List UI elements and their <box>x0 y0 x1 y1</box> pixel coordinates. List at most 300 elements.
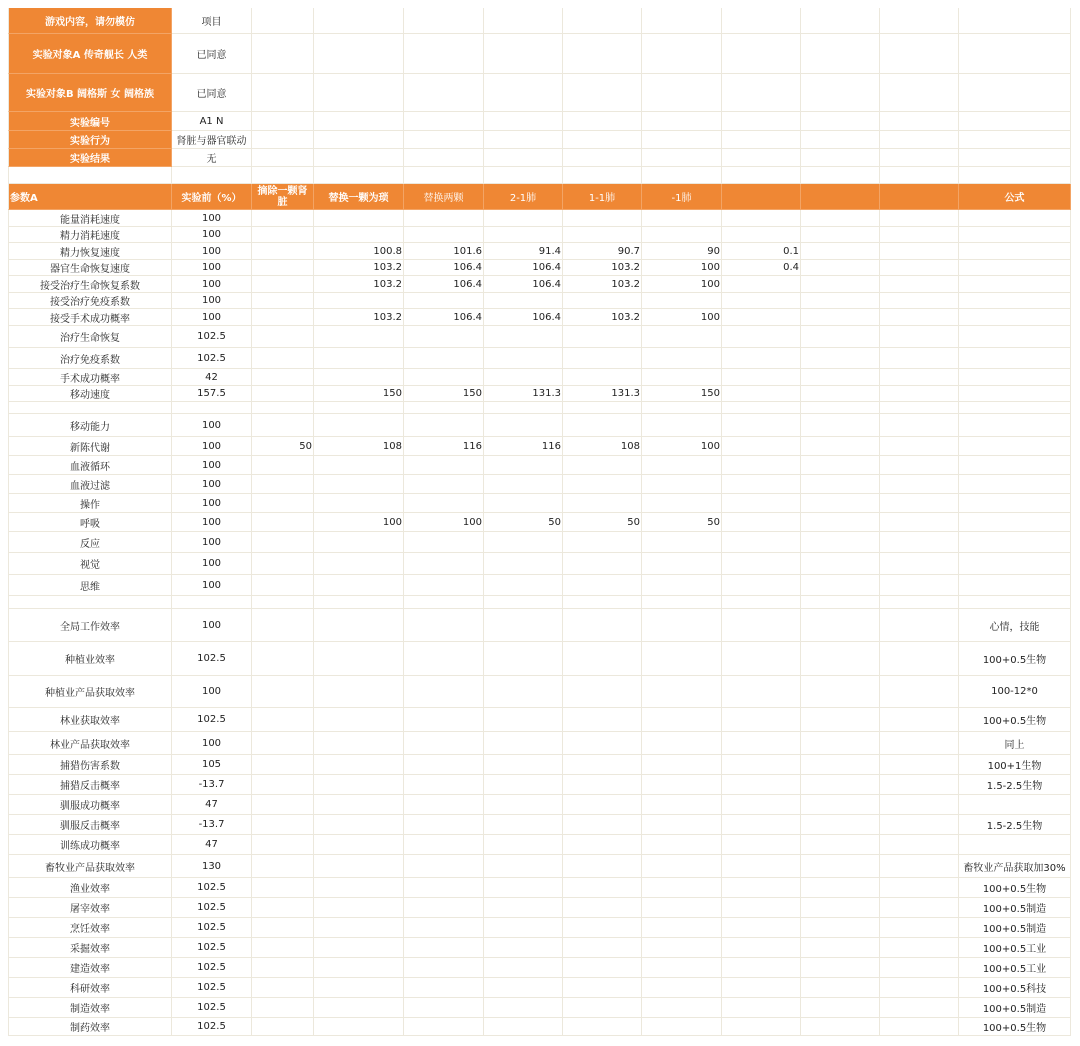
empty-cell[interactable] <box>880 918 959 938</box>
data-cell[interactable] <box>404 815 484 835</box>
data-cell[interactable]: 100 <box>172 575 252 596</box>
empty-cell[interactable] <box>880 732 959 755</box>
data-cell[interactable] <box>484 348 563 369</box>
data-cell[interactable] <box>252 309 314 326</box>
data-cell[interactable] <box>314 958 404 978</box>
data-cell[interactable] <box>484 732 563 755</box>
data-cell[interactable] <box>642 293 722 309</box>
data-cell[interactable] <box>642 708 722 732</box>
formula-cell[interactable]: 100+0.5生物 <box>959 708 1071 732</box>
data-cell[interactable] <box>252 938 314 958</box>
empty-cell[interactable] <box>314 167 404 184</box>
formula-cell[interactable] <box>959 326 1071 348</box>
data-cell[interactable] <box>252 795 314 815</box>
data-cell[interactable]: 150 <box>404 386 484 402</box>
formula-cell[interactable] <box>959 369 1071 386</box>
empty-cell[interactable] <box>880 835 959 855</box>
empty-cell[interactable] <box>484 167 563 184</box>
data-cell[interactable] <box>252 775 314 795</box>
data-cell[interactable] <box>801 243 880 260</box>
data-cell[interactable] <box>801 1018 880 1036</box>
empty-cell[interactable] <box>8 596 172 609</box>
empty-cell[interactable] <box>880 131 959 149</box>
data-cell[interactable] <box>484 878 563 898</box>
data-cell[interactable]: 100 <box>172 532 252 553</box>
data-cell[interactable] <box>252 532 314 553</box>
info-label[interactable]: 实验编号 <box>8 112 172 131</box>
info-label[interactable]: 实验行为 <box>8 131 172 149</box>
empty-cell[interactable] <box>563 8 642 34</box>
data-cell[interactable] <box>642 532 722 553</box>
data-cell[interactable] <box>314 918 404 938</box>
info-value[interactable]: 肾脏与器官联动 <box>172 131 252 149</box>
data-cell[interactable] <box>801 386 880 402</box>
data-cell[interactable] <box>404 575 484 596</box>
data-cell[interactable] <box>801 326 880 348</box>
data-cell[interactable] <box>484 369 563 386</box>
empty-cell[interactable] <box>404 596 484 609</box>
data-cell[interactable]: 100 <box>172 414 252 437</box>
empty-cell[interactable] <box>880 532 959 553</box>
row-label[interactable]: 建造效率 <box>8 958 172 978</box>
data-cell[interactable] <box>484 1018 563 1036</box>
data-cell[interactable] <box>404 475 484 494</box>
data-cell[interactable] <box>642 795 722 815</box>
data-cell[interactable] <box>252 227 314 243</box>
empty-cell[interactable] <box>959 74 1071 112</box>
empty-cell[interactable] <box>880 898 959 918</box>
data-cell[interactable] <box>563 553 642 575</box>
data-cell[interactable] <box>314 456 404 475</box>
data-cell[interactable] <box>563 708 642 732</box>
data-cell[interactable]: 100 <box>172 437 252 456</box>
data-cell[interactable] <box>563 1018 642 1036</box>
data-cell[interactable]: 102.5 <box>172 978 252 998</box>
data-cell[interactable] <box>563 456 642 475</box>
data-cell[interactable] <box>314 938 404 958</box>
data-cell[interactable] <box>314 998 404 1018</box>
empty-cell[interactable] <box>314 74 404 112</box>
formula-cell[interactable] <box>959 795 1071 815</box>
data-cell[interactable] <box>642 998 722 1018</box>
data-cell[interactable] <box>801 898 880 918</box>
data-cell[interactable] <box>801 795 880 815</box>
data-cell[interactable]: 100.8 <box>314 243 404 260</box>
formula-cell[interactable] <box>959 494 1071 513</box>
data-cell[interactable] <box>722 348 801 369</box>
data-cell[interactable] <box>563 348 642 369</box>
data-cell[interactable] <box>404 414 484 437</box>
data-cell[interactable] <box>642 918 722 938</box>
empty-cell[interactable] <box>880 309 959 326</box>
data-cell[interactable] <box>404 642 484 676</box>
data-cell[interactable] <box>404 210 484 227</box>
info-value[interactable]: 已同意 <box>172 74 252 112</box>
data-cell[interactable] <box>642 855 722 878</box>
data-cell[interactable] <box>404 494 484 513</box>
data-cell[interactable] <box>314 775 404 795</box>
data-cell[interactable] <box>722 958 801 978</box>
formula-cell[interactable]: 100+0.5科技 <box>959 978 1071 998</box>
data-cell[interactable]: 47 <box>172 835 252 855</box>
empty-cell[interactable] <box>404 34 484 74</box>
formula-cell[interactable]: 畜牧业产品获取加30% <box>959 855 1071 878</box>
formula-cell[interactable] <box>959 260 1071 276</box>
data-cell[interactable] <box>252 553 314 575</box>
empty-cell[interactable] <box>880 676 959 708</box>
data-cell[interactable] <box>801 369 880 386</box>
empty-cell[interactable] <box>484 74 563 112</box>
data-cell[interactable]: 101.6 <box>404 243 484 260</box>
empty-cell[interactable] <box>880 149 959 167</box>
empty-cell[interactable] <box>404 402 484 414</box>
empty-cell[interactable] <box>880 276 959 293</box>
data-cell[interactable] <box>252 386 314 402</box>
data-cell[interactable] <box>484 998 563 1018</box>
data-cell[interactable]: 116 <box>484 437 563 456</box>
empty-cell[interactable] <box>252 596 314 609</box>
row-label[interactable]: 新陈代谢 <box>8 437 172 456</box>
empty-cell[interactable] <box>722 131 801 149</box>
formula-cell[interactable] <box>959 513 1071 532</box>
row-label[interactable]: 血液循环 <box>8 456 172 475</box>
formula-cell[interactable] <box>959 835 1071 855</box>
data-cell[interactable] <box>722 210 801 227</box>
data-cell[interactable] <box>404 998 484 1018</box>
data-cell[interactable] <box>404 1018 484 1036</box>
empty-cell[interactable] <box>484 131 563 149</box>
data-cell[interactable] <box>252 998 314 1018</box>
data-cell[interactable] <box>252 210 314 227</box>
data-cell[interactable] <box>722 276 801 293</box>
empty-cell[interactable] <box>642 74 722 112</box>
data-cell[interactable]: 50 <box>563 513 642 532</box>
data-cell[interactable] <box>563 414 642 437</box>
data-cell[interactable] <box>484 456 563 475</box>
data-cell[interactable]: 0.1 <box>722 243 801 260</box>
data-cell[interactable] <box>314 369 404 386</box>
data-cell[interactable] <box>722 642 801 676</box>
data-cell[interactable] <box>252 855 314 878</box>
empty-cell[interactable] <box>722 112 801 131</box>
empty-cell[interactable] <box>959 8 1071 34</box>
formula-cell[interactable] <box>959 437 1071 456</box>
empty-cell[interactable] <box>880 386 959 402</box>
data-cell[interactable] <box>801 553 880 575</box>
formula-cell[interactable]: 心情，技能 <box>959 609 1071 642</box>
empty-cell[interactable] <box>880 437 959 456</box>
formula-cell[interactable] <box>959 293 1071 309</box>
data-cell[interactable] <box>563 676 642 708</box>
data-cell[interactable] <box>642 326 722 348</box>
data-cell[interactable] <box>563 210 642 227</box>
empty-cell[interactable] <box>880 755 959 775</box>
empty-cell[interactable] <box>801 131 880 149</box>
empty-cell[interactable] <box>880 414 959 437</box>
data-cell[interactable] <box>642 958 722 978</box>
data-cell[interactable] <box>801 978 880 998</box>
data-cell[interactable] <box>314 575 404 596</box>
data-cell[interactable] <box>563 755 642 775</box>
data-cell[interactable]: 150 <box>642 386 722 402</box>
empty-cell[interactable] <box>801 167 880 184</box>
info-value[interactable]: 无 <box>172 149 252 167</box>
empty-cell[interactable] <box>404 8 484 34</box>
row-label[interactable]: 接受治疗生命恢复系数 <box>8 276 172 293</box>
data-cell[interactable] <box>642 1018 722 1036</box>
data-cell[interactable] <box>801 575 880 596</box>
data-cell[interactable] <box>563 609 642 642</box>
empty-cell[interactable] <box>880 855 959 878</box>
empty-cell[interactable] <box>642 149 722 167</box>
data-cell[interactable]: 91.4 <box>484 243 563 260</box>
data-cell[interactable]: 105 <box>172 755 252 775</box>
row-label[interactable]: 操作 <box>8 494 172 513</box>
empty-cell[interactable] <box>880 575 959 596</box>
empty-cell[interactable] <box>314 402 404 414</box>
row-label[interactable]: 训练成功概率 <box>8 835 172 855</box>
row-label[interactable]: 视觉 <box>8 553 172 575</box>
data-cell[interactable] <box>563 532 642 553</box>
data-cell[interactable] <box>484 210 563 227</box>
data-cell[interactable] <box>722 878 801 898</box>
data-cell[interactable]: 100 <box>172 309 252 326</box>
formula-cell[interactable] <box>959 276 1071 293</box>
data-cell[interactable] <box>252 815 314 835</box>
data-cell[interactable] <box>314 855 404 878</box>
data-cell[interactable] <box>484 642 563 676</box>
data-cell[interactable]: 102.5 <box>172 918 252 938</box>
data-cell[interactable]: 103.2 <box>314 260 404 276</box>
data-cell[interactable] <box>484 575 563 596</box>
data-cell[interactable]: 90.7 <box>563 243 642 260</box>
data-cell[interactable] <box>801 437 880 456</box>
data-cell[interactable] <box>642 978 722 998</box>
data-cell[interactable] <box>484 494 563 513</box>
data-cell[interactable]: 102.5 <box>172 898 252 918</box>
data-cell[interactable] <box>404 918 484 938</box>
data-cell[interactable] <box>404 708 484 732</box>
data-cell[interactable] <box>563 958 642 978</box>
data-cell[interactable]: 108 <box>314 437 404 456</box>
data-cell[interactable] <box>404 755 484 775</box>
empty-cell[interactable] <box>959 167 1071 184</box>
empty-cell[interactable] <box>959 131 1071 149</box>
data-cell[interactable]: 102.5 <box>172 938 252 958</box>
data-cell[interactable] <box>314 815 404 835</box>
empty-cell[interactable] <box>642 402 722 414</box>
column-header[interactable] <box>801 184 880 210</box>
data-cell[interactable] <box>404 732 484 755</box>
formula-cell[interactable]: 同上 <box>959 732 1071 755</box>
formula-cell[interactable] <box>959 227 1071 243</box>
data-cell[interactable]: 106.4 <box>404 260 484 276</box>
empty-cell[interactable] <box>959 34 1071 74</box>
column-header[interactable]: 参数A <box>8 184 172 210</box>
data-cell[interactable] <box>642 456 722 475</box>
data-cell[interactable] <box>801 958 880 978</box>
data-cell[interactable] <box>563 642 642 676</box>
data-cell[interactable]: 50 <box>484 513 563 532</box>
empty-cell[interactable] <box>252 112 314 131</box>
empty-cell[interactable] <box>959 149 1071 167</box>
empty-cell[interactable] <box>801 112 880 131</box>
data-cell[interactable] <box>484 414 563 437</box>
data-cell[interactable] <box>252 293 314 309</box>
data-cell[interactable] <box>722 575 801 596</box>
data-cell[interactable] <box>563 475 642 494</box>
data-cell[interactable]: 47 <box>172 795 252 815</box>
data-cell[interactable] <box>314 494 404 513</box>
row-label[interactable]: 种植业产品获取效率 <box>8 676 172 708</box>
empty-cell[interactable] <box>880 74 959 112</box>
info-label[interactable]: 实验对象B 阔格斯 女 阔格族 <box>8 74 172 112</box>
data-cell[interactable]: 102.5 <box>172 348 252 369</box>
data-cell[interactable]: 100 <box>642 309 722 326</box>
formula-cell[interactable]: 100+0.5制造 <box>959 918 1071 938</box>
data-cell[interactable]: 100 <box>642 437 722 456</box>
row-label[interactable]: 精力消耗速度 <box>8 227 172 243</box>
data-cell[interactable] <box>404 676 484 708</box>
empty-cell[interactable] <box>880 8 959 34</box>
empty-cell[interactable] <box>880 456 959 475</box>
data-cell[interactable]: 102.5 <box>172 326 252 348</box>
data-cell[interactable]: 0.4 <box>722 260 801 276</box>
row-label[interactable]: 精力恢复速度 <box>8 243 172 260</box>
empty-cell[interactable] <box>801 596 880 609</box>
data-cell[interactable] <box>252 878 314 898</box>
empty-cell[interactable] <box>959 402 1071 414</box>
data-cell[interactable] <box>404 978 484 998</box>
formula-cell[interactable] <box>959 309 1071 326</box>
data-cell[interactable] <box>642 575 722 596</box>
empty-cell[interactable] <box>801 74 880 112</box>
data-cell[interactable] <box>484 326 563 348</box>
data-cell[interactable] <box>642 494 722 513</box>
empty-cell[interactable] <box>880 513 959 532</box>
data-cell[interactable] <box>642 898 722 918</box>
data-cell[interactable] <box>314 978 404 998</box>
data-cell[interactable]: -13.7 <box>172 815 252 835</box>
data-cell[interactable] <box>563 795 642 815</box>
data-cell[interactable] <box>252 642 314 676</box>
data-cell[interactable]: 100 <box>172 609 252 642</box>
row-label[interactable]: 捕猎伤害系数 <box>8 755 172 775</box>
data-cell[interactable] <box>314 755 404 775</box>
data-cell[interactable] <box>722 775 801 795</box>
data-cell[interactable]: 50 <box>252 437 314 456</box>
data-cell[interactable] <box>722 755 801 775</box>
data-cell[interactable]: 100 <box>172 553 252 575</box>
info-label[interactable]: 游戏内容，请勿模仿 <box>8 8 172 34</box>
data-cell[interactable] <box>404 369 484 386</box>
formula-cell[interactable] <box>959 243 1071 260</box>
empty-cell[interactable] <box>563 34 642 74</box>
formula-cell[interactable]: 100+0.5制造 <box>959 998 1071 1018</box>
column-header[interactable]: -1肺 <box>642 184 722 210</box>
empty-cell[interactable] <box>404 167 484 184</box>
data-cell[interactable] <box>642 938 722 958</box>
data-cell[interactable] <box>252 958 314 978</box>
data-cell[interactable] <box>801 293 880 309</box>
data-cell[interactable] <box>314 708 404 732</box>
empty-cell[interactable] <box>642 167 722 184</box>
data-cell[interactable] <box>314 795 404 815</box>
data-cell[interactable] <box>801 309 880 326</box>
data-cell[interactable] <box>642 676 722 708</box>
data-cell[interactable] <box>314 348 404 369</box>
empty-cell[interactable] <box>563 131 642 149</box>
data-cell[interactable] <box>252 732 314 755</box>
data-cell[interactable] <box>722 553 801 575</box>
data-cell[interactable] <box>642 878 722 898</box>
data-cell[interactable] <box>722 414 801 437</box>
column-header[interactable]: 替换一颗为琐 <box>314 184 404 210</box>
data-cell[interactable] <box>722 732 801 755</box>
data-cell[interactable] <box>314 835 404 855</box>
data-cell[interactable] <box>563 369 642 386</box>
data-cell[interactable] <box>314 532 404 553</box>
row-label[interactable]: 捕猎反击概率 <box>8 775 172 795</box>
data-cell[interactable]: 157.5 <box>172 386 252 402</box>
row-label[interactable]: 治疗生命恢复 <box>8 326 172 348</box>
empty-cell[interactable] <box>404 74 484 112</box>
data-cell[interactable] <box>484 855 563 878</box>
data-cell[interactable] <box>563 815 642 835</box>
data-cell[interactable] <box>801 815 880 835</box>
data-cell[interactable] <box>484 227 563 243</box>
data-cell[interactable] <box>722 1018 801 1036</box>
empty-cell[interactable] <box>563 149 642 167</box>
data-cell[interactable]: 100 <box>642 260 722 276</box>
formula-cell[interactable]: 100+1生物 <box>959 755 1071 775</box>
data-cell[interactable] <box>563 878 642 898</box>
empty-cell[interactable] <box>172 167 252 184</box>
data-cell[interactable]: 100 <box>172 243 252 260</box>
data-cell[interactable] <box>252 326 314 348</box>
empty-cell[interactable] <box>484 112 563 131</box>
data-cell[interactable] <box>484 755 563 775</box>
data-cell[interactable] <box>722 369 801 386</box>
empty-cell[interactable] <box>484 149 563 167</box>
column-header[interactable]: 摘除一颗肾脏 <box>252 184 314 210</box>
data-cell[interactable] <box>404 348 484 369</box>
data-cell[interactable] <box>563 775 642 795</box>
empty-cell[interactable] <box>314 112 404 131</box>
column-header[interactable]: 公式 <box>959 184 1071 210</box>
data-cell[interactable] <box>801 878 880 898</box>
data-cell[interactable] <box>722 676 801 708</box>
data-cell[interactable] <box>801 835 880 855</box>
data-cell[interactable] <box>722 609 801 642</box>
data-cell[interactable]: 50 <box>642 513 722 532</box>
info-label[interactable]: 实验结果 <box>8 149 172 167</box>
data-cell[interactable] <box>563 293 642 309</box>
formula-cell[interactable]: 100+0.5生物 <box>959 878 1071 898</box>
formula-cell[interactable]: 100+0.5工业 <box>959 958 1071 978</box>
data-cell[interactable] <box>314 326 404 348</box>
data-cell[interactable] <box>252 243 314 260</box>
row-label[interactable]: 驯服成功概率 <box>8 795 172 815</box>
data-cell[interactable] <box>563 898 642 918</box>
empty-cell[interactable] <box>252 167 314 184</box>
data-cell[interactable] <box>314 642 404 676</box>
data-cell[interactable]: 150 <box>314 386 404 402</box>
data-cell[interactable]: 100 <box>172 276 252 293</box>
empty-cell[interactable] <box>642 8 722 34</box>
data-cell[interactable] <box>252 414 314 437</box>
data-cell[interactable] <box>801 998 880 1018</box>
